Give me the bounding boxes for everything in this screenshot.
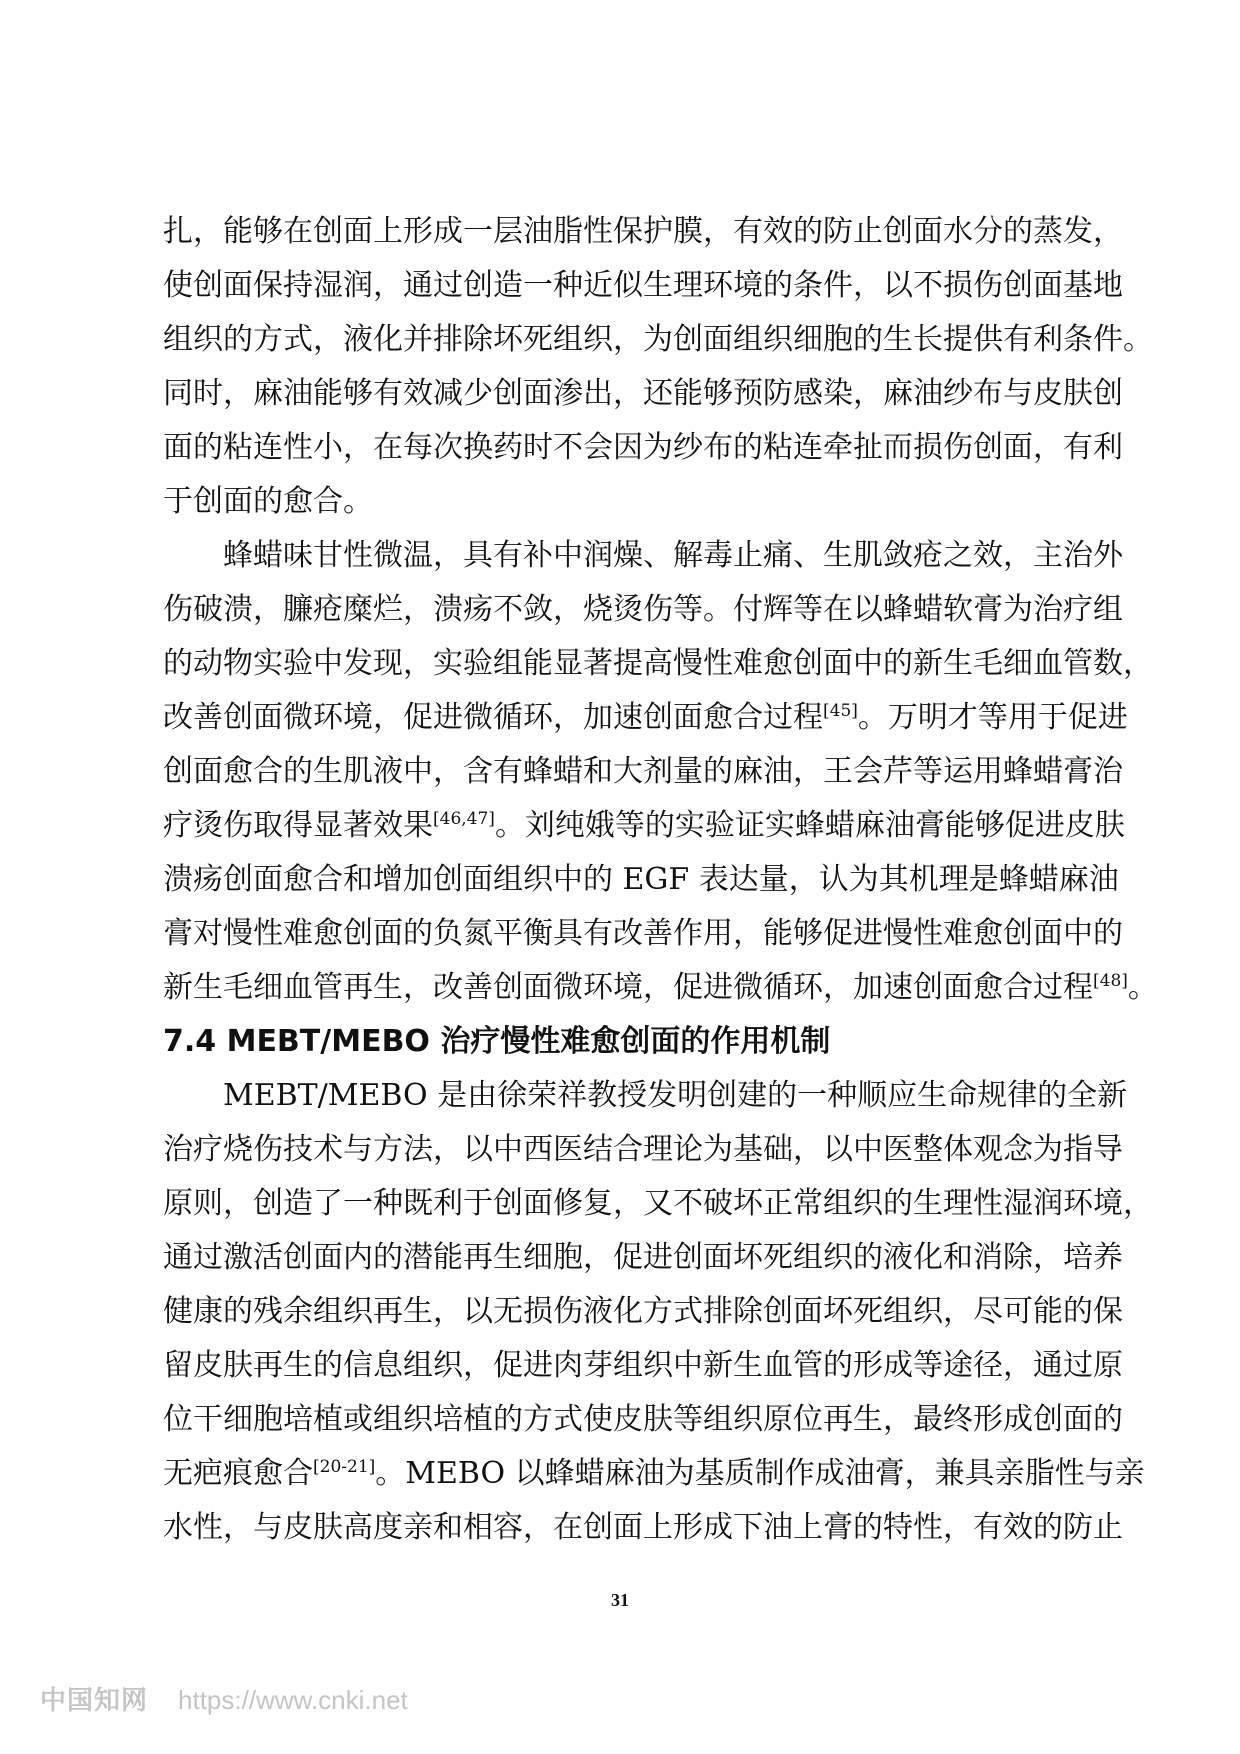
text-line: 扎，能够在创面上形成一层油脂性保护膜，有效的防止创面水分的蒸发， bbox=[163, 214, 1123, 249]
text-span: 新生毛细血管再生，改善创面微环境，促进微循环，加速创面愈合过程 bbox=[163, 970, 1093, 1005]
text-span: 。刘纯娥等的实验证实蜂蜡麻油膏能够促进皮肤 bbox=[494, 808, 1125, 843]
text-line: 同时，麻油能够有效减少创面渗出，还能够预防感染，麻油纱布与皮肤创 bbox=[163, 376, 1123, 411]
text-line: 通过激活创面内的潜能再生细胞，促进创面坏死组织的液化和消除，培养 bbox=[163, 1240, 1123, 1275]
watermark-url: https://www.cnki.net bbox=[178, 1685, 408, 1715]
text-line: 水性，与皮肤高度亲和相容，在创面上形成下油上膏的特性，有效的防止 bbox=[163, 1510, 1123, 1545]
text-line: 面的粘连性小，在每次换药时不会因为纱布的粘连牵扯而损伤创面，有利 bbox=[163, 430, 1123, 465]
citation-ref: [46,47] bbox=[433, 809, 495, 829]
citation-ref: [20-21] bbox=[313, 1457, 376, 1477]
citation-ref: [45] bbox=[823, 701, 858, 721]
text-line: 于创面的愈合。 bbox=[163, 484, 373, 519]
page-number: 31 bbox=[611, 1590, 629, 1610]
text-line: 使创面保持湿润，通过创造一种近似生理环境的条件，以不损伤创面基地 bbox=[163, 268, 1123, 303]
page-body bbox=[163, 205, 1158, 1555]
text-line bbox=[163, 961, 1158, 1015]
text-line: 溃疡创面愈合和增加创面组织中的 EGF 表达量，认为其机理是蜂蜡麻油 bbox=[163, 862, 1119, 897]
text-line: 创面愈合的生肌液中，含有蜂蜡和大剂量的麻油，王会芹等运用蜂蜡膏治 bbox=[163, 754, 1123, 789]
text-line: MEBT/MEBO 是由徐荣祥教授发明创建的一种顺应生命规律的全新 bbox=[223, 1078, 1128, 1113]
text-span: 无疤痕愈合 bbox=[163, 1456, 313, 1491]
text-span: 疗烫伤取得显著效果 bbox=[163, 808, 433, 843]
text-line: 留皮肤再生的信息组织，促进肉芽组织中新生血管的形成等途径，通过原 bbox=[163, 1348, 1123, 1383]
text-line: 原则，创造了一种既利于创面修复，又不破坏正常组织的生理性湿润环境， bbox=[163, 1186, 1153, 1221]
text-line bbox=[163, 691, 1128, 745]
text-line: 蜂蜡味甘性微温，具有补中润燥、解毒止痛、生肌敛疮之效，主治外 bbox=[223, 538, 1123, 573]
text-line bbox=[163, 1447, 1145, 1501]
text-line: 健康的残余组织再生，以无损伤液化方式排除创面坏死组织，尽可能的保 bbox=[163, 1294, 1123, 1329]
text-line: 组织的方式，液化并排除坏死组织，为创面组织细胞的生长提供有利条件。 bbox=[163, 322, 1153, 357]
text-span: 。MEBO 以蜂蜡麻油为基质制作成油膏，兼具亲脂性与亲 bbox=[375, 1456, 1145, 1491]
text-line: 治疗烧伤技术与方法，以中西医结合理论为基础，以中医整体观念为指导 bbox=[163, 1132, 1123, 1167]
watermark-brand: 中国知网 bbox=[40, 1685, 149, 1715]
text-line: 的动物实验中发现，实验组能显著提高慢性难愈创面中的新生毛细血管数， bbox=[163, 646, 1153, 681]
text-line: 伤破溃，臁疮糜烂，溃疡不敛，烧烫伤等。付辉等在以蜂蜡软膏为治疗组 bbox=[163, 592, 1123, 627]
text-span: 。万明才等用于促进 bbox=[857, 700, 1128, 735]
cnki-watermark bbox=[40, 1680, 408, 1717]
text-span: 。 bbox=[1127, 970, 1158, 1005]
text-span: 改善创面微环境，促进微循环，加速创面愈合过程 bbox=[163, 700, 823, 735]
section-heading: 7.4 MEBT/MEBO 治疗慢性难愈创面的作用机制 bbox=[163, 1024, 831, 1059]
text-line: 位干细胞培植或组织培植的方式使皮肤等组织原位再生，最终形成创面的 bbox=[163, 1402, 1123, 1437]
text-line bbox=[163, 799, 1125, 853]
citation-ref: [48] bbox=[1093, 971, 1128, 991]
text-line: 膏对慢性难愈创面的负氮平衡具有改善作用，能够促进慢性难愈创面中的 bbox=[163, 916, 1123, 951]
